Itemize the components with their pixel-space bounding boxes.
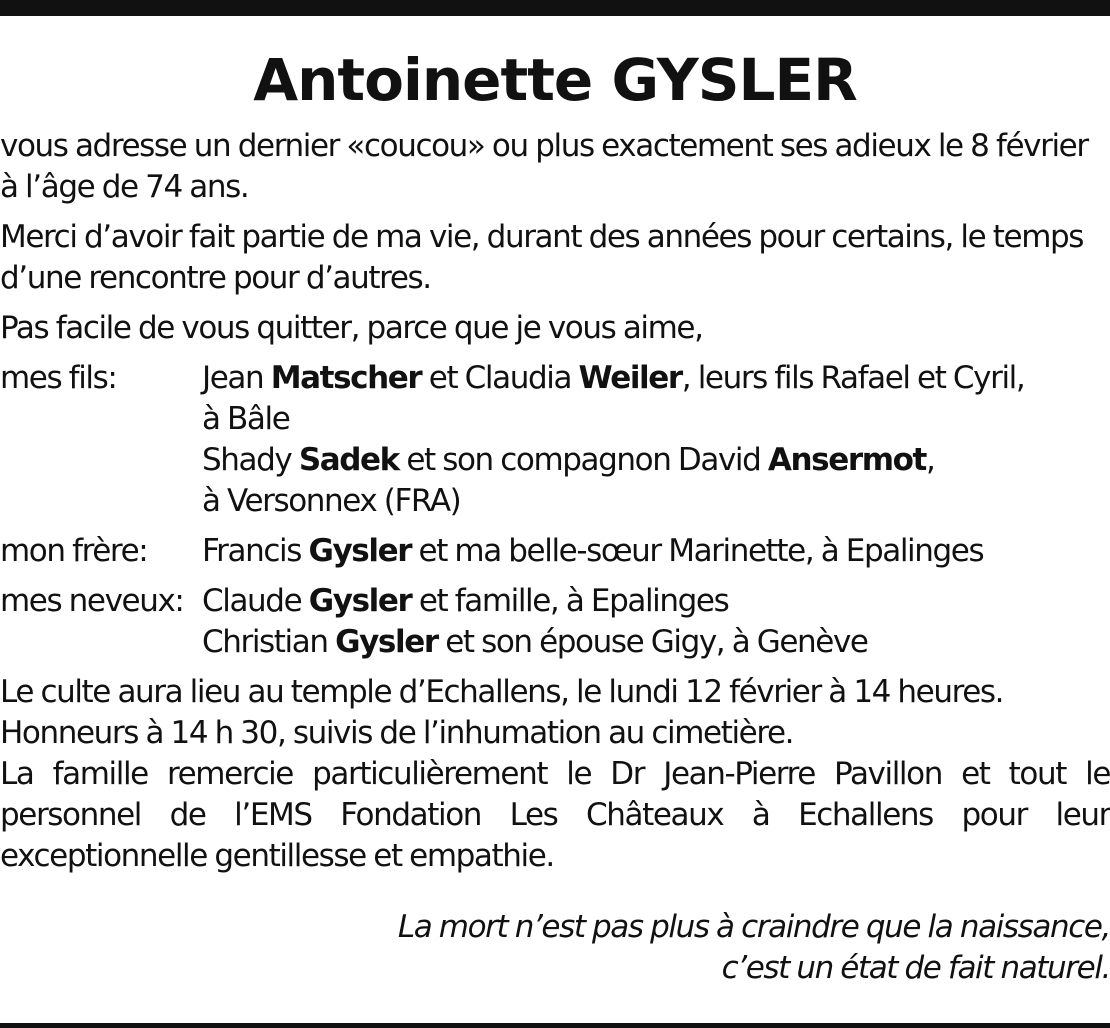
notice-body <box>0 126 1110 989</box>
quote-line: c’est un état de fait naturel. <box>721 950 1110 986</box>
intro-line: à l’âge de 74 ans. <box>0 169 249 205</box>
surname: Matscher <box>270 360 422 396</box>
intro-paragraph <box>0 126 1110 208</box>
family-member-line: Jean Matscher et Claudia Weiler, leurs fils Rafael et Cyril, <box>202 360 1025 396</box>
quote-line: La mort n’est pas plus à craindre que la naissance, <box>397 909 1110 945</box>
surname: Gysler <box>308 583 412 619</box>
family-members <box>202 581 1110 663</box>
ceremony-paragraph <box>0 672 1110 877</box>
bottom-border-rule <box>0 1023 1110 1028</box>
thanks-line: d’une rencontre pour d’autres. <box>0 260 431 296</box>
thanks-line: Merci d’avoir fait partie de ma vie, durant des années pour certains, le temps <box>0 219 1084 255</box>
family-brother <box>0 531 1110 572</box>
surname: Gysler <box>335 624 438 660</box>
thanks-paragraph <box>0 217 1110 299</box>
family-members <box>202 358 1110 522</box>
family-member-line: à Versonnex (FRA) <box>202 483 461 519</box>
surname: Gysler <box>308 533 412 569</box>
family-members <box>202 531 1110 572</box>
surname: Ansermot <box>767 442 926 478</box>
surname: Sadek <box>298 442 399 478</box>
surname: Weiler <box>578 360 682 396</box>
family-member-line: à Bâle <box>202 401 290 437</box>
closing-quote <box>0 907 1110 989</box>
intro-line: vous adresse un dernier «coucou» ou plus exactement ses adieux le 8 février <box>0 128 1088 164</box>
family-sons <box>0 358 1110 522</box>
family-member-line: Christian Gysler et son épouse Gigy, à Genève <box>202 624 868 660</box>
farewell-line: Pas facile de vous quitter, parce que je vous aime, <box>0 310 703 346</box>
top-border-rule <box>0 0 1110 16</box>
ceremony-line: Honneurs à 14 h 30, suivis de l’inhumation au cimetière. <box>0 715 794 751</box>
family-member-line: Shady Sadek et son compagnon David Ansermot, <box>202 442 935 478</box>
family-member-line: Claude Gysler et famille, à Epalinges <box>202 583 729 619</box>
deceased-name: Antoinette GYSLER <box>253 46 857 114</box>
ceremony-line: Le culte aura lieu au temple d’Echallens, le lundi 12 février à 14 heures. <box>0 674 1004 710</box>
family-label: mes fils: <box>0 360 117 396</box>
family-nephews <box>0 581 1110 663</box>
acknowledgement-text: La famille remercie particulièrement le Dr Jean-Pierre Pavillon et tout le personnel de l’EMS Fondation Les Châteaux à Echallens pour leur exceptionnelle gentillesse et empathie. <box>0 756 1110 874</box>
family-member-line: Francis Gysler et ma belle-sœur Marinette, à Epalinges <box>202 533 984 569</box>
family-label: mon frère: <box>0 533 148 569</box>
family-label: mes neveux: <box>0 583 184 619</box>
